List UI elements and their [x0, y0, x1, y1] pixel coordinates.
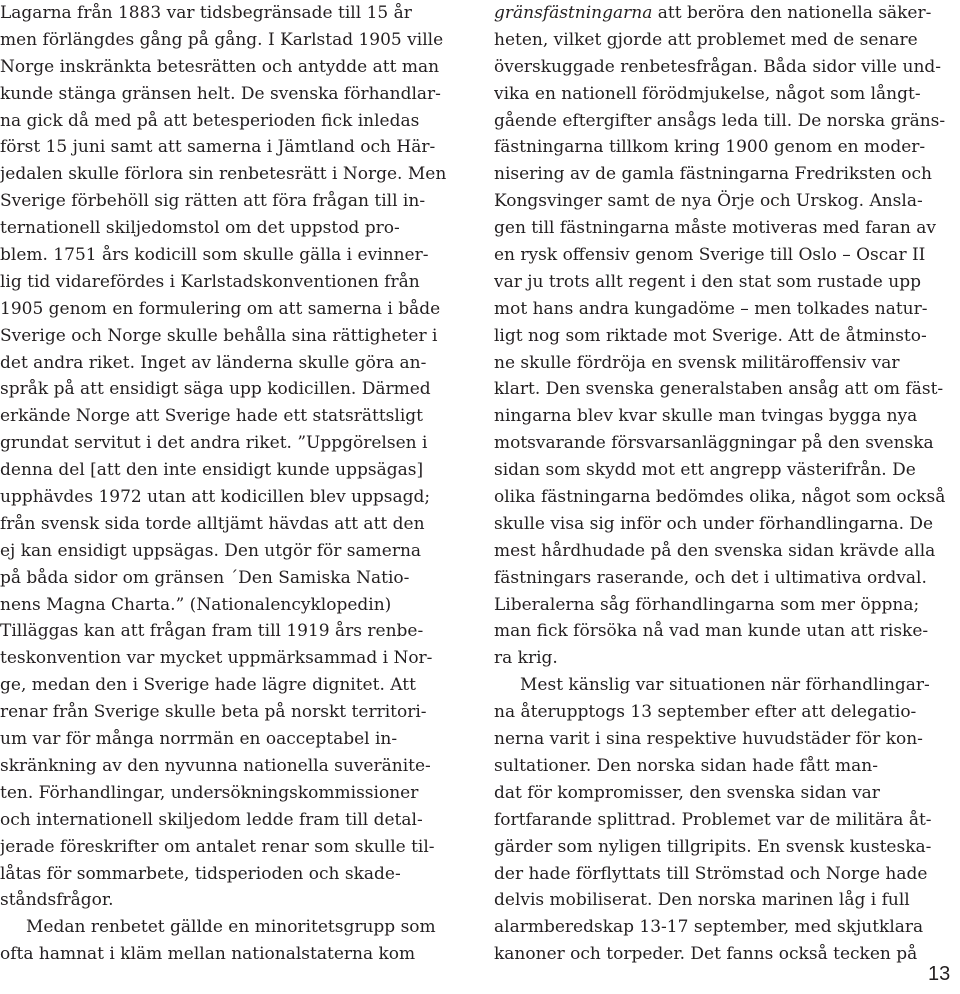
text-line: ej kan ensidigt uppsägas. Den utgör för samerna: [0, 540, 422, 561]
text-line: upphävdes 1972 utan att kodicillen blev uppsagd;: [0, 487, 431, 508]
text-line: dat för kompromisser, den svenska sidan var: [494, 782, 880, 803]
text-line: renar från Sverige skulle beta på norskt territori-: [0, 702, 427, 723]
text-line: skulle visa sig inför och under förhandlingarna. De: [494, 513, 934, 534]
text-line: och internationell skiljedom ledde fram till detal-: [0, 809, 423, 830]
text-line: ternationell skiljedomstol om det uppstod pro-: [0, 218, 400, 239]
text-line: vika en nationell förödmjukelse, något som långt-: [494, 83, 921, 104]
text-line: gående eftergifter ansågs leda till. De norska gräns-: [494, 110, 946, 131]
text-line: [494, 0, 960, 27]
text-line: det andra riket. Inget av länderna skulle göra an-: [0, 352, 427, 373]
text-line: ligt nog som riktade mot Sverige. Att de åtminsto-: [494, 325, 927, 346]
right-column: [494, 0, 960, 968]
text-fragment: att beröra den nationella säker-: [652, 3, 932, 23]
text-line: först 15 juni samt att samerna i Jämtland och Här-: [0, 137, 436, 158]
text-line: mest hårdhudade på den svenska sidan krävde alla: [494, 540, 936, 561]
text-line: Liberalerna såg förhandlingarna som mer öppna;: [494, 594, 920, 615]
text-line: ra krig.: [494, 648, 558, 669]
text-line: gärder som nyligen tillgripits. En svensk kusteska-: [494, 836, 932, 857]
text-line: mot hans andra kungadöme – men tolkades natur-: [494, 298, 928, 319]
text-line: låtas för sommarbete, tidsperioden och skade-: [0, 863, 401, 884]
text-line: der hade förflyttats till Strömstad och Norge hade: [494, 863, 928, 884]
text-line: man fick försöka nå vad man kunde utan att riske-: [494, 621, 929, 642]
text-line: ningarna blev kvar skulle man tvingas bygga nya: [494, 406, 918, 427]
text-line: kunde stänga gränsen helt. De svenska förhandlar-: [0, 83, 441, 104]
text-line: Lagarna från 1883 var tidsbegränsade till 15 år: [0, 3, 412, 23]
text-line: var ju trots allt regent i den stat som rustade upp: [494, 271, 921, 292]
text-line: jerade föreskrifter om antalet renar som skulle til-: [0, 836, 435, 857]
text-line: ofta hamnat i kläm mellan nationalstaterna kom: [0, 944, 416, 965]
text-line: teskonvention var mycket uppmärksammad i Nor-: [0, 648, 433, 669]
text-line: kanoner och torpeder. Det fanns också tecken på: [494, 944, 918, 965]
text-line: na återupptogs 13 september efter att delegatio-: [494, 702, 917, 723]
page-number: 13: [928, 963, 951, 985]
text-line: sidan som skydd mot ett angrepp västerifrån. De: [494, 460, 916, 481]
text-line: klart. Den svenska generalstaben ansåg att om fäst-: [494, 379, 944, 400]
text-line: alarmberedskap 13-17 september, med skjutklara: [494, 917, 924, 938]
text-line: sultationer. Den norska sidan hade fått man-: [494, 755, 878, 776]
text-line: på båda sidor om gränsen ´Den Samiska Natio-: [0, 567, 410, 588]
text-line: Mest känslig var situationen när förhandlingar-: [520, 675, 930, 696]
text-line: lig tid vidarefördes i Karlstadskonventionen från: [0, 271, 420, 292]
text-line: nisering av de gamla fästningarna Fredriksten och: [494, 164, 932, 185]
text-line: ge, medan den i Sverige hade lägre dignitet. Att: [0, 675, 416, 696]
text-line: ne skulle fördröja en svensk militäroffensiv var: [494, 352, 900, 373]
text-line: Sverige och Norge skulle behålla sina rättigheter i: [0, 325, 438, 346]
text-line: ten. Förhandlingar, undersökningskommissioner: [0, 782, 419, 803]
emphasis-word: gränsfästningarna: [494, 3, 653, 23]
text-line: men förlängdes gång på gång. I Karlstad 1905 ville: [0, 29, 444, 50]
text-line: språk på att ensidigt säga upp kodicillen. Därmed: [0, 379, 431, 400]
text-line: blem. 1751 års kodicill som skulle gälla i evinner-: [0, 245, 429, 266]
text-line: Sverige förbehöll sig rätten att föra frågan till in-: [0, 191, 426, 212]
text-line: Tilläggas kan att frågan fram till 1919 års renbe-: [0, 621, 424, 642]
text-line: 1905 genom en formulering om att samerna i både: [0, 298, 441, 319]
text-line: gen till fästningarna måste motiveras med faran av: [494, 218, 936, 239]
text-line: en rysk offensiv genom Sverige till Oslo – Oscar II: [494, 245, 926, 266]
text-line: överskuggade renbetesfrågan. Båda sidor ville und-: [494, 56, 942, 77]
text-line: Medan renbetet gällde en minoritetsgrupp som: [26, 917, 436, 938]
text-line: nens Magna Charta.” (Nationalencyklopedin): [0, 594, 392, 615]
text-line: na gick då med på att betesperioden fick inledas: [0, 110, 420, 131]
text-line: denna del [att den inte ensidigt kunde uppsägas]: [0, 460, 424, 481]
text-line: skränkning av den nyvunna nationella suveränite-: [0, 755, 431, 776]
text-line: fästningars raserande, och det i ultimativa ordval.: [494, 567, 927, 588]
text-line: erkände Norge att Sverige hade ett statsrättsligt: [0, 406, 423, 427]
text-line: nerna varit i sina respektive huvudstäder för kon-: [494, 729, 923, 750]
text-line: grundat servitut i det andra riket. ”Uppgörelsen i: [0, 433, 428, 454]
text-line: fästningarna tillkom kring 1900 genom en moder-: [494, 137, 926, 158]
text-line: från svensk sida torde alltjämt hävdas att att den: [0, 513, 425, 534]
text-line: delvis mobiliserat. Den norska marinen låg i full: [494, 890, 910, 911]
text-line: ståndsfrågor.: [0, 890, 114, 911]
text-line: motsvarande försvarsanläggningar på den svenska: [494, 433, 934, 454]
text-line: Kongsvinger samt de nya Örje och Urskog. Ansla-: [494, 191, 923, 212]
left-column: [0, 0, 462, 968]
text-line: jedalen skulle förlora sin renbetesrätt i Norge. Men: [0, 164, 447, 185]
text-line: Norge inskränkta betesrätten och antydde att man: [0, 56, 440, 77]
text-line: um var för många norrmän en oacceptabel in-: [0, 729, 398, 750]
text-line: fortfarande splittrad. Problemet var de militära åt-: [494, 809, 932, 830]
text-line: heten, vilket gjorde att problemet med de senare: [494, 29, 918, 50]
text-line: olika fästningarna bedömdes olika, något som också: [494, 487, 946, 508]
